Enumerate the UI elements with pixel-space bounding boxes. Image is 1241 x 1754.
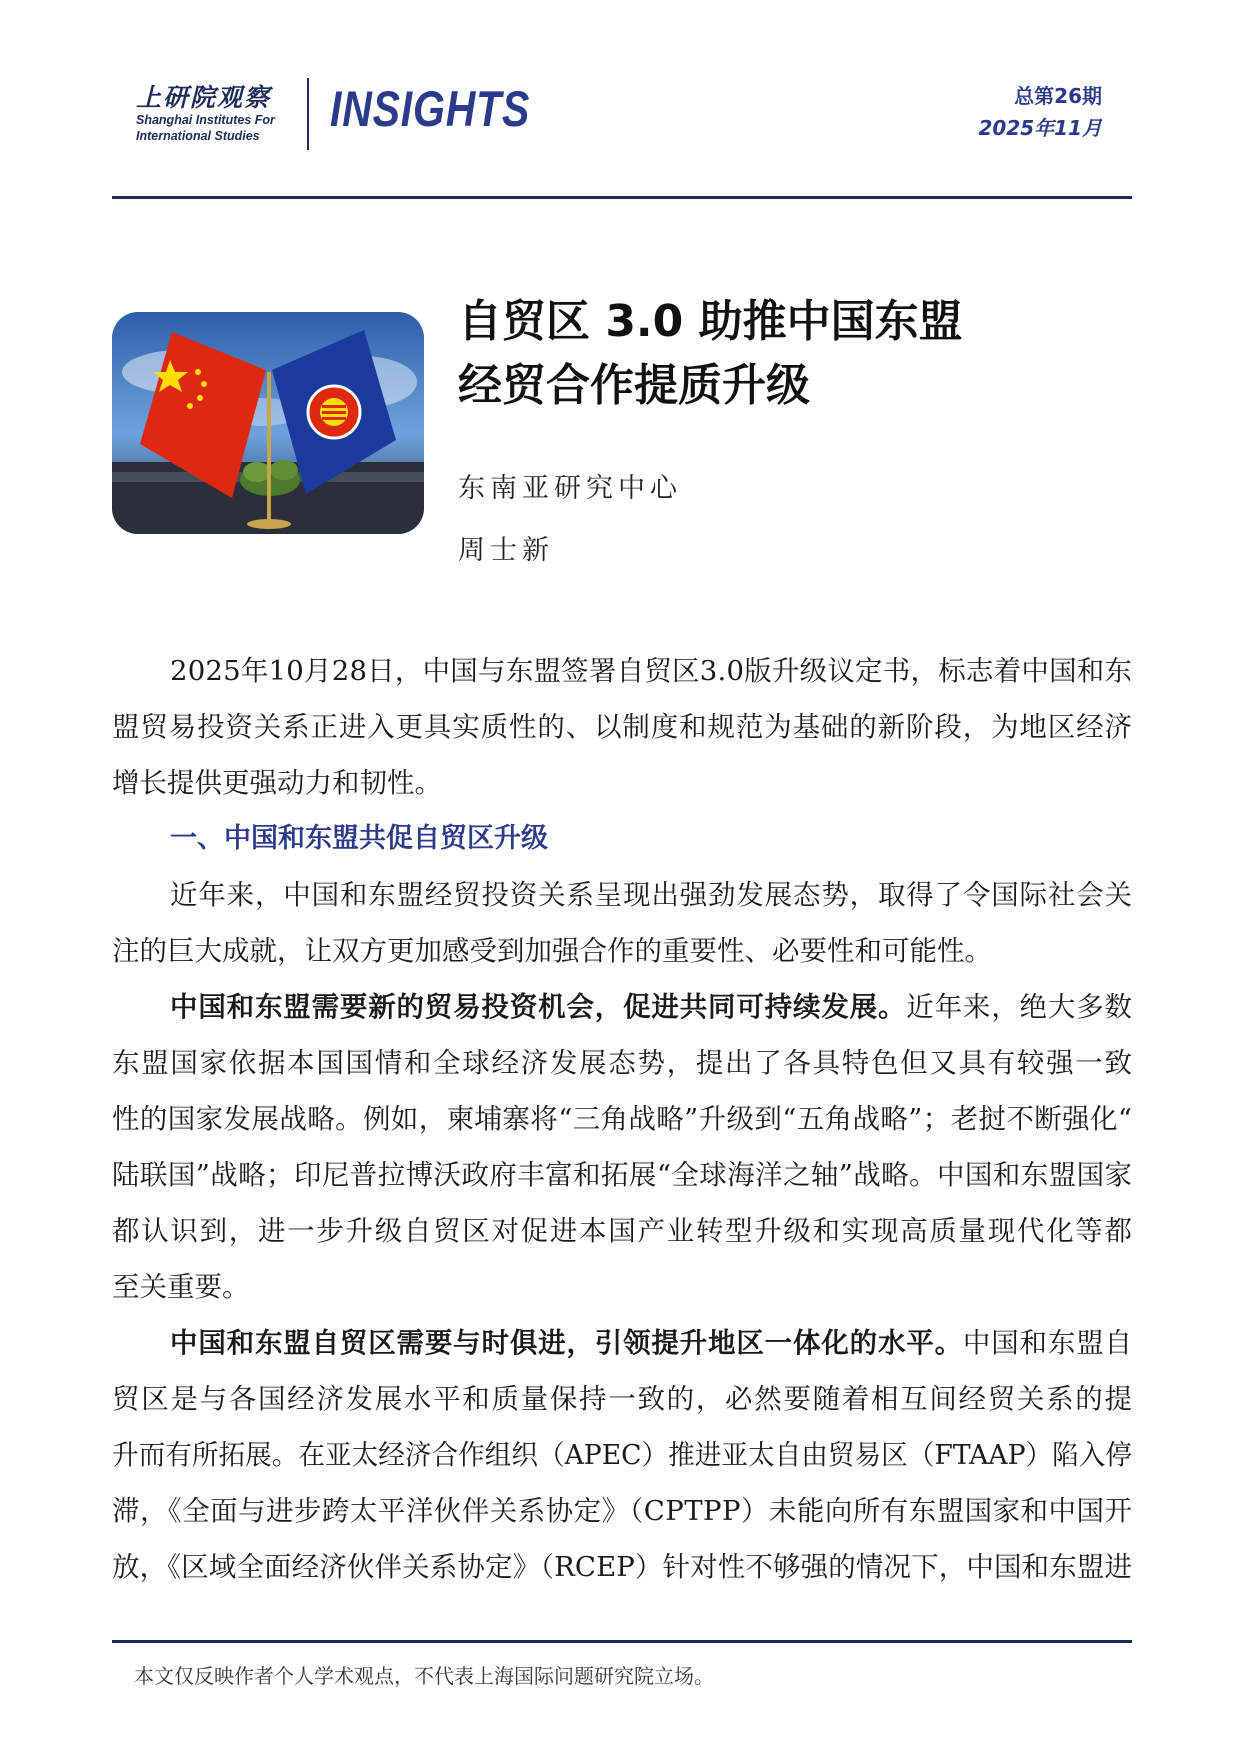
logo-en-line1: Shanghai Institutes For [136,113,275,127]
flags-photo [112,312,424,534]
body-line: 滞，《全面与进步跨太平洋伙伴关系协定》（CPTPP）未能向所有东盟国家和中国开 [112,1495,1133,1527]
page-header [112,72,1132,152]
body-line: 陆联国”战略；印尼普拉博沃政府丰富和拓展“全球海洋之轴”战略。中国和东盟国家 [112,1159,1133,1191]
section-heading: 一、中国和东盟共促自贸区升级 [170,823,548,854]
logo-en-line2: International Studies [136,129,260,143]
issue-date: 2025年11月 [978,116,1102,140]
body-line: 2025年10月28日，中国与东盟签署自贸区3.0版升级议定书，标志着中国和东 [170,655,1133,687]
header-divider [112,196,1132,199]
body-line: 近年来，中国和东盟经贸投资关系呈现出强劲发展态势，取得了令国际社会关 [170,879,1133,911]
issue-info [979,80,1103,144]
title-line-2: 经贸合作提质升级 [458,360,810,411]
article-title [458,290,1098,418]
body-line: 升而有所拓展。在亚太经济合作组织（APEC）推进亚太自由贸易区（FTAAP）陷入停 [112,1439,1132,1471]
institute-logo-en [136,112,275,144]
body-line: 东盟国家依据本国国情和全球经济发展态势，提出了各具特色但又具有较强一致 [112,1047,1134,1079]
institute-logo-cn: 上研院观察 [136,83,272,112]
title-line-1: 自贸区 3.0 助推中国东盟 [458,296,963,347]
body-line: 都认识到，进一步升级自贸区对促进本国产业转型升级和实现高质量现代化等都 [112,1215,1134,1247]
logo-divider [307,78,309,150]
paragraph-lead: 中国和东盟自贸区需要与时俱进，引领提升地区一体化的水平。 [170,1327,963,1359]
department: 东南亚研究中心 [458,473,682,504]
body-line: 至关重要。 [112,1271,250,1303]
issue-number: 总第26期 [1014,84,1102,108]
article-body [112,643,1132,1595]
body-line: 增长提供更强动力和韧性。 [112,767,442,799]
body-line: 中国和东盟自贸区需要与时俱进，引领提升地区一体化的水平。中国和东盟自 [170,1327,1133,1359]
body-line: 性的国家发展战略。例如，柬埔寨将“三角战略”升级到“五角战略”；老挝不断强化“ [112,1103,1133,1135]
footer-divider [112,1640,1132,1643]
body-line: 中国和东盟需要新的贸易投资机会，促进共同可持续发展。近年来，绝大多数 [170,991,1133,1023]
disclaimer: 本文仅反映作者个人学术观点，不代表上海国际问题研究院立场。 [134,1664,714,1688]
body-line: 盟贸易投资关系正进入更具实质性的、以制度和规范为基础的新阶段，为地区经济 [112,711,1133,743]
body-line: 贸区是与各国经济发展水平和质量保持一致的，必然要随着相互间经贸关系的提 [112,1383,1134,1415]
body-line: 放，《区域全面经济伙伴关系协定》（RCEP）针对性不够强的情况下，中国和东盟进 [112,1551,1133,1583]
author: 周士新 [458,535,554,566]
brand-title: INSIGHTS [330,81,531,137]
body-line: 注的巨大成就，让双方更加感受到加强合作的重要性、必要性和可能性。 [112,935,992,967]
paragraph-lead: 中国和东盟需要新的贸易投资机会，促进共同可持续发展。 [170,991,907,1023]
